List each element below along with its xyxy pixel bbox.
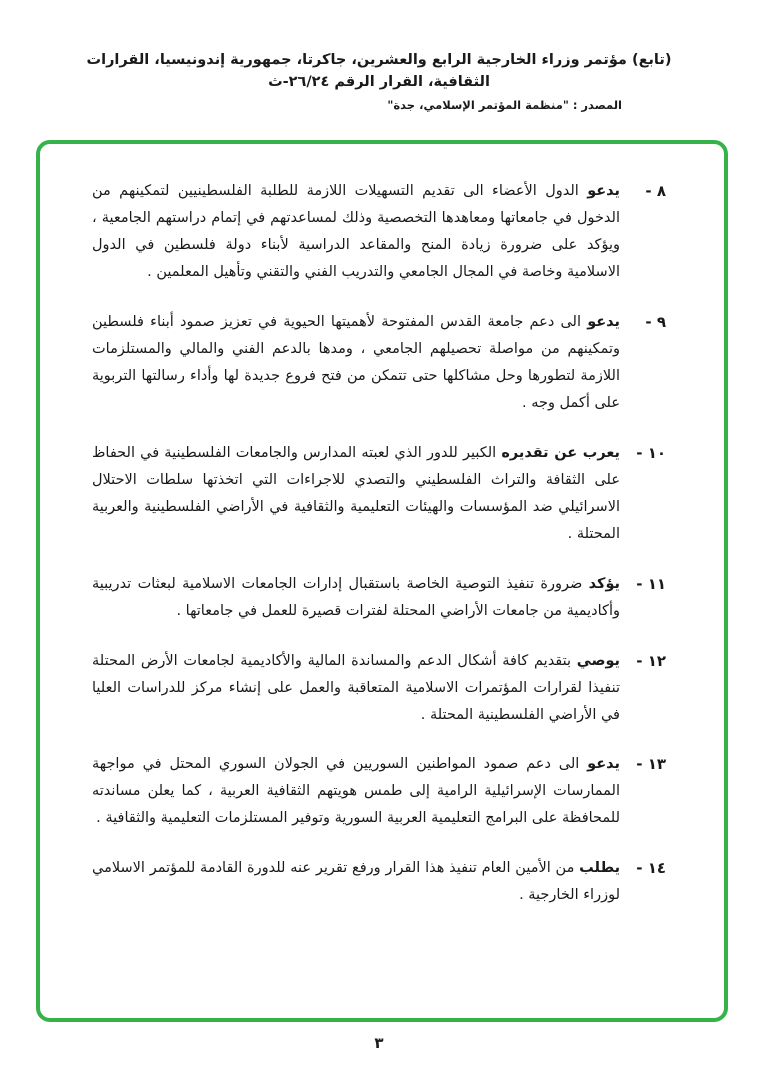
item-text: [92, 648, 620, 729]
item-number: ١٣ -: [636, 755, 666, 774]
document-header: [60, 50, 698, 112]
item-lead: يطلب: [579, 860, 621, 877]
header-title: (تابع) مؤتمر وزراء الخارجية الرابع والعشرين، جاكرتا، جمهورية إندونيسيا، القرارات الثقافية، القرار الرقم ٢٦/٢٤-ث: [86, 52, 672, 90]
resolution-list: [40, 144, 724, 942]
resolution-item-9: [92, 309, 666, 417]
resolution-item-8: [92, 178, 666, 286]
item-text: [92, 309, 620, 417]
green-border-frame: [36, 140, 728, 1022]
resolution-item-11: [92, 571, 666, 625]
header-source: المصدر : "منظمة المؤتمر الإسلامي، جدة": [387, 97, 622, 112]
item-number: ١٠ -: [636, 443, 666, 462]
page-number: ٣: [374, 1034, 384, 1052]
item-body: الدول الأعضاء الى تقديم التسهيلات اللازمة للطلبة الفلسطينيين لتمكينهم من الدخول في جامعاتها ومعاهدها التخصصية وذلك لمساعدتهم في إتمام دراستهم الجامعية ، ويؤكد على ضرورة زيادة المنح والمقاعد الدراسية لأبناء دولة فلسطين في الدول الاسلامية وخاصة في المجال الجامعي والتدريب الفني والتقني وتأهيل المعلمين .: [92, 183, 620, 280]
item-lead: يوصي: [576, 652, 620, 669]
resolution-item-10: [92, 440, 666, 548]
resolution-item-14: [92, 855, 666, 909]
item-body: ضرورة تنفيذ التوصية الخاصة باستقبال إدارات الجامعات الاسلامية لبعثات تدريبية وأكاديمية من جامعات الأراضي المحتلة لفترات قصيرة للعمل في جامعاتها .: [92, 575, 620, 619]
item-body: بتقديم كافة أشكال الدعم والمساندة المالية والأكاديمية لجامعات الأرض المحتلة تنفيذا لقرارات المؤتمرات الاسلامية المتعاقبة والعمل على إنشاء مركز للدراسات العليا في الأراضي الفلسطينية المحتلة .: [92, 652, 620, 723]
item-number: ١٤ -: [636, 859, 666, 878]
resolution-item-12: [92, 648, 666, 729]
item-body: الى دعم صمود المواطنين السوريين في الجولان السوري المحتل في مواجهة الممارسات الإسرائيلية الرامية إلى طمس هويتهم الثقافية العربية ، كما يعلن مساندته للمحافظة على البرامج التعليمية العربية السورية وتوفير المستلزمات التعليمية والثقافية .: [92, 756, 620, 827]
item-number: ١٢ -: [636, 651, 666, 670]
item-number: ٨ -: [645, 182, 666, 200]
item-text: [92, 855, 620, 909]
resolution-item-13: [92, 751, 666, 832]
item-lead: يدعو: [587, 183, 621, 199]
item-number: ٩ -: [645, 312, 666, 331]
item-text: [92, 178, 620, 286]
item-text: [92, 571, 620, 625]
item-body: من الأمين العام تنفيذ هذا القرار ورفع تقرير عنه للدورة القادمة للمؤتمر الاسلامي لوزراء الخارجية .: [92, 860, 620, 904]
item-body: الكبير للدور الذي لعبته المدارس والجامعات الفلسطينية في الحفاظ على الثقافة والتراث الفلسطيني والتصدي للاجراءات التي اتخذتها سلطات الاحتلال الاسرائيلي ضد المؤسسات والهيئات التعليمية والثقافية في الأراضي الفلسطينية والعربية المحتلة .: [92, 444, 620, 542]
item-text: [92, 440, 620, 548]
item-number: ١١ -: [636, 574, 666, 593]
item-lead: يؤكد: [588, 575, 620, 592]
item-body: الى دعم جامعة القدس المفتوحة لأهميتها الحيوية في تعزيز صمود أبناء فلسطين وتمكينهم من مواصلة تحصيلهم الجامعي ، ومدها بالدعم الفني والمالي والمستلزمات اللازمة لتطورها وحل مشاكلها حتى تتمكن من فتح فروع جديدة لها وأداء رسالتها التربوية على أكمل وجه .: [92, 313, 620, 411]
item-lead: يعرب عن تقديره: [501, 444, 620, 461]
item-lead: يدعو: [587, 756, 620, 773]
item-lead: يدعو: [587, 313, 621, 330]
item-text: [92, 751, 620, 832]
